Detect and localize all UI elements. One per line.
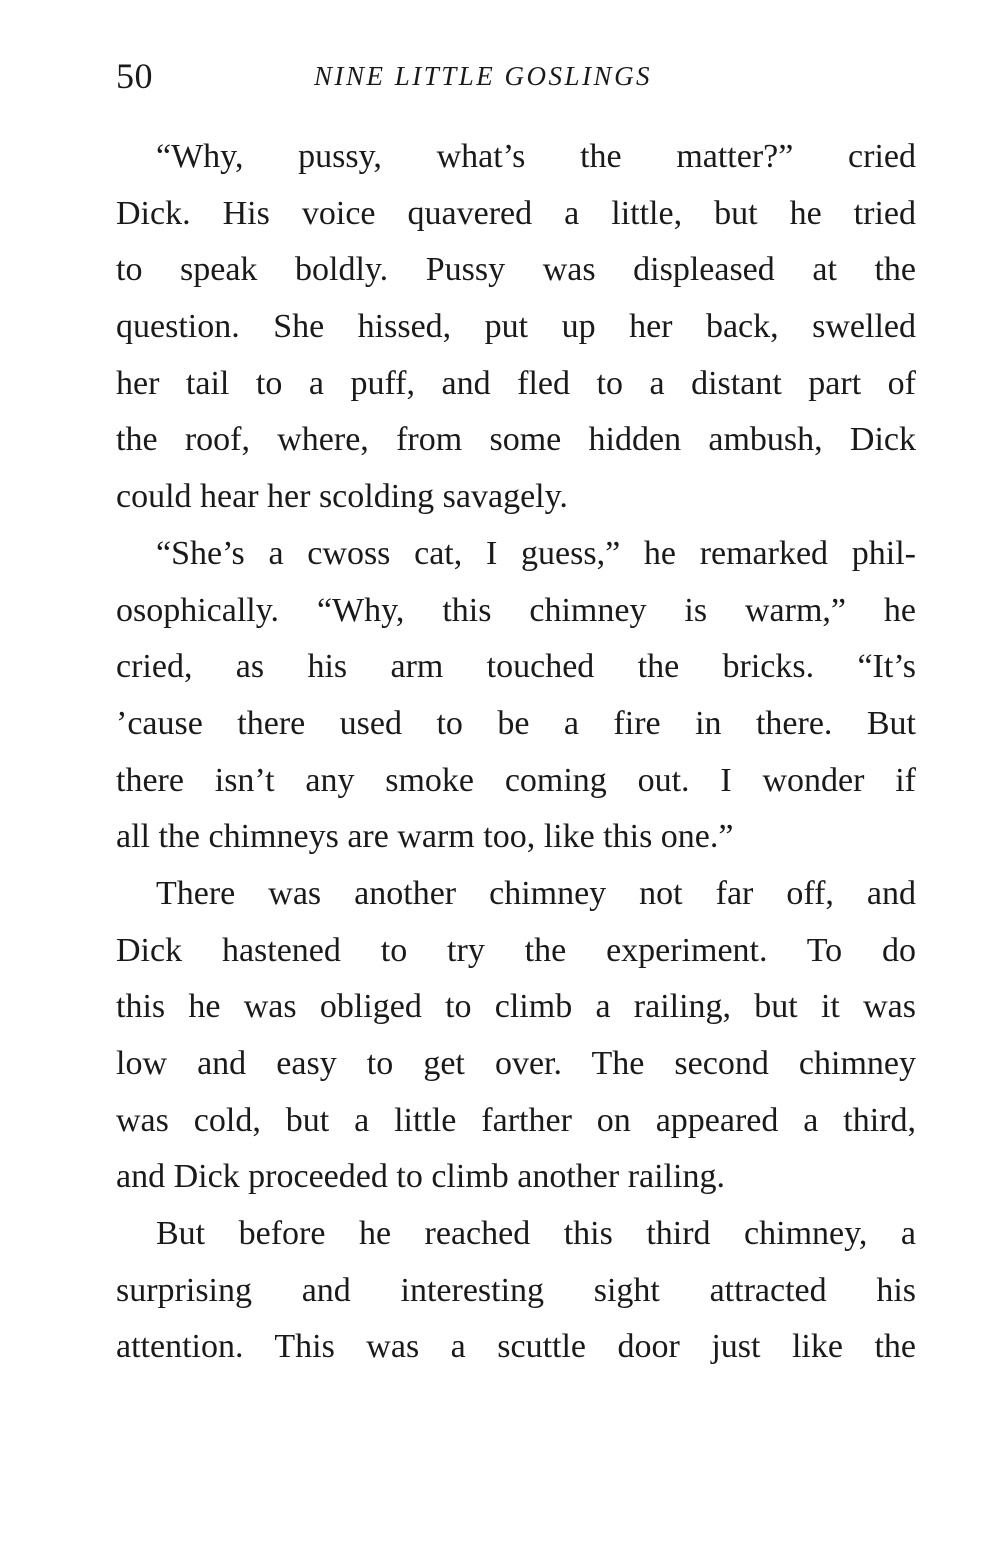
text-line: question. She hissed, put up her back, swelled <box>116 308 916 346</box>
text-line: But before he reached this third chimney, a <box>156 1215 916 1253</box>
page-number: 50 <box>116 56 153 96</box>
text-line: low and easy to get over. The second chimney <box>116 1045 916 1082</box>
text-line: the roof, where, from some hidden ambush, Dick <box>116 421 916 459</box>
text-line: her tail to a puff, and fled to a distant part of <box>116 364 916 402</box>
text-line: was cold, but a little farther on appeared a third, <box>116 1101 916 1139</box>
text-line: this he was obliged to climb a railing, but it was <box>116 988 916 1026</box>
running-head <box>116 52 916 100</box>
text-line: attention. This was a scuttle door just like the <box>116 1328 916 1366</box>
running-title: NINE LITTLE GOSLINGS <box>314 61 653 91</box>
text-line: Dick. His voice quavered a little, but he tried <box>116 194 916 232</box>
text-line: could hear her scolding savagely. <box>116 478 568 516</box>
body-text <box>116 129 916 1376</box>
text-line: to speak boldly. Pussy was displeased at the <box>116 251 916 289</box>
text-line: all the chimneys are warm too, like this one.” <box>116 818 734 856</box>
text-line: surprising and interesting sight attracted his <box>116 1271 916 1309</box>
text-line: “She’s a cwoss cat, I guess,” he remarked phil- <box>156 534 916 572</box>
text-line: cried, as his arm touched the bricks. “It’s <box>116 648 916 686</box>
text-line: there isn’t any smoke coming out. I wonder if <box>116 761 916 799</box>
text-line: osophically. “Why, this chimney is warm,” he <box>116 591 916 629</box>
text-line: “Why, pussy, what’s the matter?” cried <box>156 138 916 175</box>
text-line: and Dick proceeded to climb another railing. <box>116 1158 725 1196</box>
text-line: ’cause there used to be a fire in there. But <box>116 704 916 742</box>
text-line: There was another chimney not far off, and <box>156 874 916 912</box>
text-line: Dick hastened to try the experiment. To do <box>116 931 916 969</box>
